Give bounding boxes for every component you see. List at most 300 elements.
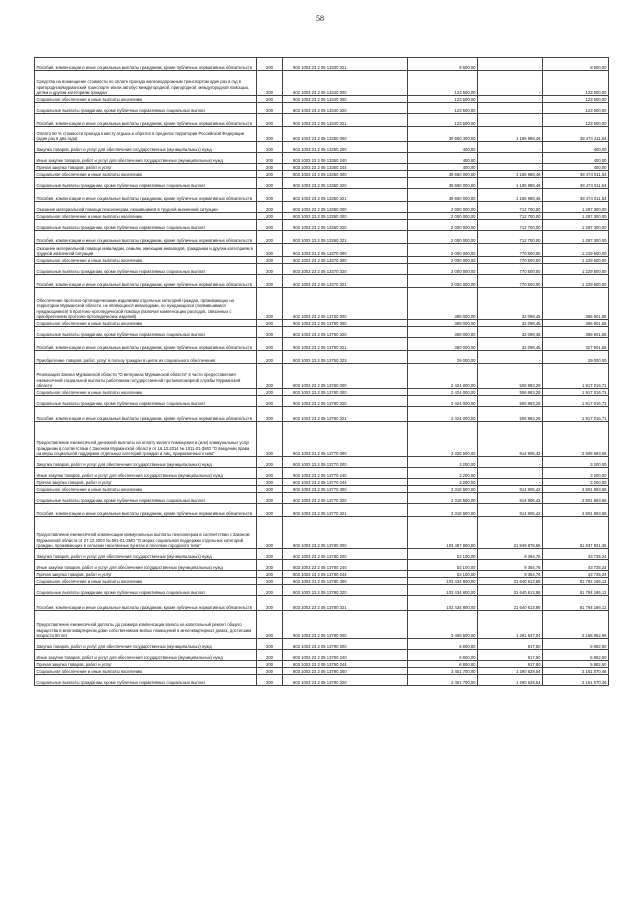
row-classification-code-cell: 803 1003 23 2 05 13770 320 (283, 493, 408, 504)
row-approved-amount-cell: 6 800,00 (408, 661, 478, 668)
row-code-cell: 200 (257, 153, 283, 164)
row-classification-code-cell: 803 1003 23 2 05 13760 000 (283, 364, 408, 389)
row-classification-code-cell: 803 1003 23 2 05 13360 321 (283, 231, 408, 244)
row-remaining-amount-cell: 123 500,00 (543, 96, 609, 103)
row-approved-amount-cell: 2 000 000,00 (408, 264, 478, 275)
row-classification-code-cell: 803 1003 23 2 05 13340 320 (283, 103, 408, 114)
row-approved-amount-cell: 389 000,00 (408, 288, 478, 320)
row-approved-amount-cell: 3 200,00 (408, 457, 478, 468)
row-executed-amount-cell: 917,50 (478, 639, 543, 650)
row-executed-amount-cell: 1 185 988,46 (478, 178, 543, 189)
row-classification-code-cell: 803 1003 23 2 05 13780 321 (283, 596, 408, 611)
row-code-cell: 200 (257, 96, 283, 103)
row-executed-amount-cell: 917,50 (478, 650, 543, 661)
table-row (35, 639, 609, 650)
row-code-cell: 200 (257, 675, 283, 686)
row-name-cell: Социальные выплаты гражданам, кроме публичных нормативных социальных выплат (35, 264, 257, 275)
row-executed-amount-cell: 32 098,45 (478, 338, 543, 351)
row-classification-code-cell: 803 1003 23 2 05 13370 320 (283, 264, 408, 275)
row-code-cell: 200 (257, 327, 283, 338)
row-name-cell: Иные закупки товаров, работ и услуг для обеспечения государственных (муниципальных) нужд (35, 560, 257, 571)
row-remaining-amount-cell: 356 901,55 (543, 320, 609, 327)
row-remaining-amount-cell: 1 287 300,00 (543, 213, 609, 220)
row-name-cell: Иные закупки товаров, работ и услуг для обеспечения государственных (муниципальных) нужд (35, 650, 257, 661)
row-code-cell: 200 (257, 178, 283, 189)
row-name-cell: Прочая закупка товаров, работ и услуг (35, 661, 257, 668)
row-code-cell: 200 (257, 142, 283, 153)
table-row (35, 327, 609, 338)
row-name-cell: Социальные выплаты гражданам, кроме публичных нормативных социальных выплат (35, 220, 257, 231)
row-approved-amount-cell: 6 800,00 (408, 639, 478, 650)
row-approved-amount-cell: 39 660 000,00 (408, 178, 478, 189)
row-code-cell: 200 (257, 517, 283, 549)
row-remaining-amount-cell: 1 287 300,00 (543, 220, 609, 231)
row-code-cell: 200 (257, 351, 283, 364)
row-classification-code-cell: 803 1003 23 2 05 13350 200 (283, 142, 408, 153)
row-approved-amount-cell: 2 424 000,00 (408, 407, 478, 422)
row-name-cell: Прочая закупка товаров, работ и услуг (35, 479, 257, 486)
row-classification-code-cell: 803 1003 23 2 05 13370 321 (283, 275, 408, 288)
row-approved-amount-cell: 39 660 000,00 (408, 171, 478, 178)
row-name-cell: Социальное обеспечение и иные выплаты населению (35, 320, 257, 327)
row-remaining-amount-cell: 38 474 011,54 (543, 171, 609, 178)
row-code-cell: 200 (257, 389, 283, 396)
row-name-cell: Средства на возмещение стоимости по оплате проезда железнодорожным транспортом один раз в год в пригородном/мурманский транспорте и/или автобус междугородной, пригородной, междугородной помощью, детям и другим категориям граждан (35, 71, 257, 96)
table-row (35, 468, 609, 479)
row-remaining-amount-cell: 2 161 070,46 (543, 675, 609, 686)
row-classification-code-cell: 803 1003 23 2 05 13350 320 (283, 178, 408, 189)
row-name-cell: Закупка товаров, работ и услуг для обеспечения государственных (муниципальных) нужд (35, 639, 257, 650)
row-name-cell: Пособия, компенсации и иные социальные выплаты гражданам, кроме публичных нормативных обязательств (35, 275, 257, 288)
row-remaining-amount-cell: 123 500,00 (543, 103, 609, 114)
row-name-cell: Пособия, компенсации и иные социальные выплаты гражданам, кроме публичных нормативных обязательств (35, 338, 257, 351)
row-remaining-amount-cell: 1 917 016,71 (543, 364, 609, 389)
table-row (35, 58, 609, 71)
row-approved-amount-cell: 400,00 (408, 142, 478, 153)
table-row (35, 611, 609, 639)
row-code-cell: 200 (257, 457, 283, 468)
row-name-cell: Приобретение товаров, работ, услуг в пользу граждан в целях их социального обеспечения (35, 351, 257, 364)
row-remaining-amount-cell: 1 229 500,00 (543, 257, 609, 264)
row-executed-amount-cell: - (478, 71, 543, 96)
row-executed-amount-cell: 814 906,42 (478, 493, 543, 504)
row-executed-amount-cell: - (478, 103, 543, 114)
row-name-cell: Социальные выплаты гражданам, кроме публичных нормативных социальных выплат (35, 327, 257, 338)
row-executed-amount-cell: 506 983,29 (478, 407, 543, 422)
row-approved-amount-cell: 39 660 400,00 (408, 127, 478, 142)
row-executed-amount-cell: 506 983,29 (478, 389, 543, 396)
row-executed-amount-cell: - (478, 114, 543, 127)
row-classification-code-cell: 803 1003 23 2 05 13780 300 (283, 578, 408, 585)
table-row (35, 114, 609, 127)
table-row (35, 585, 609, 596)
row-remaining-amount-cell: 5 882,50 (543, 639, 609, 650)
row-remaining-amount-cell: 123 500,00 (543, 114, 609, 127)
row-code-cell: 200 (257, 220, 283, 231)
row-approved-amount-cell: 3 459 500,00 (408, 611, 478, 639)
row-remaining-amount-cell: 43 735,24 (543, 549, 609, 560)
row-executed-amount-cell: - (478, 164, 543, 171)
row-executed-amount-cell: 506 983,29 (478, 364, 543, 389)
row-executed-amount-cell: 1 185 988,46 (478, 171, 543, 178)
row-code-cell: 200 (257, 468, 283, 479)
row-name-cell: Оплата 50 % стоимости проезда к месту отдыха и обратно в пределах территории Российской Федерации (один раз в два года) (35, 127, 257, 142)
table-row (35, 549, 609, 560)
row-name-cell: Предоставление ежемесячной денежной выплаты на оплату жилого помещения и (или) коммунальных услуг гражданам в соответствии с Законом Мурманской области от 16.12.2014 № 1811-01-ЗМО "О введении права на меры социальной поддержки отдельных категорий граждан и лиц, приравненных к ним" (35, 422, 257, 457)
row-code-cell: 200 (257, 560, 283, 571)
row-executed-amount-cell: 917,50 (478, 661, 543, 668)
row-remaining-amount-cell: 43 735,24 (543, 560, 609, 571)
row-executed-amount-cell: - (478, 468, 543, 479)
row-approved-amount-cell: 3 451 700,00 (408, 668, 478, 675)
row-code-cell: 200 (257, 611, 283, 639)
row-classification-code-cell: 803 1003 23 2 05 13350 321 (283, 189, 408, 202)
row-remaining-amount-cell: 400,00 (543, 164, 609, 171)
row-remaining-amount-cell: 2 161 070,46 (543, 668, 609, 675)
row-executed-amount-cell: 1 290 629,54 (478, 668, 543, 675)
row-classification-code-cell: 803 1003 23 2 05 13750 300 (283, 320, 408, 327)
table-row (35, 220, 609, 231)
row-classification-code-cell: 803 1003 23 2 05 13790 244 (283, 661, 408, 668)
table-row (35, 571, 609, 578)
row-remaining-amount-cell: 8 600,00 (543, 58, 609, 71)
row-code-cell: 200 (257, 171, 283, 178)
row-remaining-amount-cell: 356 901,55 (543, 327, 609, 338)
row-remaining-amount-cell: 81 794 186,12 (543, 578, 609, 585)
row-name-cell: Пособия, компенсации и иные социальные выплаты гражданам, кроме публичных нормативных обязательств (35, 596, 257, 611)
row-name-cell: Пособия, компенсации и иные социальные выплаты гражданам, кроме публичных нормативных обязательств (35, 58, 257, 71)
row-code-cell: 200 (257, 320, 283, 327)
row-remaining-amount-cell: 2 501 693,58 (543, 493, 609, 504)
row-code-cell: 200 (257, 479, 283, 486)
row-name-cell: Социальные выплаты гражданам, кроме публичных нормативных социальных выплат (35, 675, 257, 686)
row-approved-amount-cell: 3 318 500,00 (408, 486, 478, 493)
row-approved-amount-cell: 3 451 700,00 (408, 675, 478, 686)
row-executed-amount-cell: - (478, 153, 543, 164)
table-row (35, 596, 609, 611)
table-row (35, 288, 609, 320)
row-name-cell: Оказание материальной помощи инвалидам, семьям, имеющим инвалидов, гражданам и другим категориям в трудной жизненной ситуации (35, 244, 257, 257)
row-approved-amount-cell: 53 100,00 (408, 571, 478, 578)
row-classification-code-cell: 803 1003 23 2 05 13790 320 (283, 675, 408, 686)
row-code-cell: 200 (257, 103, 283, 114)
row-name-cell: Пособия, компенсации и иные социальные выплаты гражданам, кроме публичных нормативных обязательств (35, 189, 257, 202)
row-remaining-amount-cell: 38 474 011,54 (543, 178, 609, 189)
row-approved-amount-cell: 123 500,00 (408, 103, 478, 114)
row-executed-amount-cell: 21 640 613,88 (478, 596, 543, 611)
row-name-cell: Пособия, компенсации и иные социальные выплаты гражданам, кроме публичных нормативных обязательств (35, 114, 257, 127)
row-classification-code-cell: 803 1003 23 2 05 13780 320 (283, 585, 408, 596)
row-classification-code-cell: 803 1003 23 2 05 13790 240 (283, 650, 408, 661)
table-row (35, 275, 609, 288)
row-remaining-amount-cell: 1 229 500,00 (543, 275, 609, 288)
row-code-cell: 200 (257, 164, 283, 171)
row-executed-amount-cell: - (478, 479, 543, 486)
row-approved-amount-cell: 6 800,00 (408, 650, 478, 661)
row-executed-amount-cell: 712 700,00 (478, 231, 543, 244)
row-name-cell: Социальное обеспечение и иные выплаты населению (35, 96, 257, 103)
row-executed-amount-cell: 1 185 988,46 (478, 127, 543, 142)
row-name-cell: Социальное обеспечение и иные выплаты населению (35, 257, 257, 264)
row-classification-code-cell: 803 1003 23 2 05 13770 200 (283, 457, 408, 468)
row-name-cell: Прочая закупка товаров, работ и услуг (35, 164, 257, 171)
row-approved-amount-cell: 29 000,00 (408, 351, 478, 364)
row-executed-amount-cell: 32 098,45 (478, 327, 543, 338)
row-classification-code-cell: 803 1003 23 2 05 13350 244 (283, 164, 408, 171)
row-approved-amount-cell: 2 000 000,00 (408, 257, 478, 264)
budget-table-container (34, 57, 608, 686)
row-executed-amount-cell: - (478, 58, 543, 71)
row-name-cell: Социальное обеспечение и иные выплаты населению (35, 389, 257, 396)
row-classification-code-cell: 803 1003 23 2 05 13350 300 (283, 171, 408, 178)
row-name-cell: Социальные выплаты гражданам, кроме публичных нормативных социальных выплат (35, 178, 257, 189)
row-remaining-amount-cell: 356 901,55 (543, 288, 609, 320)
row-executed-amount-cell: - (478, 457, 543, 468)
row-code-cell: 200 (257, 650, 283, 661)
row-code-cell: 200 (257, 493, 283, 504)
row-executed-amount-cell: 770 500,00 (478, 257, 543, 264)
page-number: 58 (316, 14, 324, 23)
row-code-cell: 200 (257, 257, 283, 264)
row-name-cell: Предоставление ежемесячной доплаты до размера компенсации взноса на капитальный ремонт общего имущества в многоквартирном доме собственникам жилых помещений в многоквартирных домах, достигшим возраста 80 лет (35, 611, 257, 639)
row-classification-code-cell: 803 1003 23 2 05 13780 200 (283, 549, 408, 560)
row-approved-amount-cell: 3 200,00 (408, 468, 478, 479)
row-code-cell: 200 (257, 189, 283, 202)
table-row (35, 127, 609, 142)
row-remaining-amount-cell: 3 200,00 (543, 479, 609, 486)
row-code-cell: 200 (257, 549, 283, 560)
row-approved-amount-cell: 39 660 000,00 (408, 189, 478, 202)
table-row (35, 668, 609, 675)
table-row (35, 244, 609, 257)
row-remaining-amount-cell: 38 474 411,54 (543, 127, 609, 142)
row-code-cell: 200 (257, 338, 283, 351)
row-name-cell: Прочая закупка товаров, работ и услуг (35, 571, 257, 578)
row-remaining-amount-cell: 2 168 952,96 (543, 611, 609, 639)
row-code-cell: 200 (257, 407, 283, 422)
row-approved-amount-cell: 103 434 800,00 (408, 578, 478, 585)
row-classification-code-cell: 803 1003 23 2 05 13370 000 (283, 244, 408, 257)
row-approved-amount-cell: 3 200,00 (408, 479, 478, 486)
row-code-cell: 200 (257, 571, 283, 578)
row-name-cell: Социальное обеспечение и иные выплаты населению (35, 213, 257, 220)
row-classification-code-cell: 803 1003 23 2 05 13340 000 (283, 71, 408, 96)
row-remaining-amount-cell: 2 501 693,58 (543, 486, 609, 493)
row-approved-amount-cell: 400,00 (408, 164, 478, 171)
row-name-cell: Социальное обеспечение и иные выплаты населению (35, 578, 257, 585)
table-row (35, 257, 609, 264)
row-classification-code-cell: 803 1003 23 2 05 13360 320 (283, 220, 408, 231)
row-remaining-amount-cell: 123 500,00 (543, 71, 609, 96)
row-approved-amount-cell: 123 500,00 (408, 114, 478, 127)
row-remaining-amount-cell: 1 917 016,71 (543, 389, 609, 396)
table-row (35, 153, 609, 164)
row-remaining-amount-cell: 81 637 921,36 (543, 517, 609, 549)
row-remaining-amount-cell: 2 505 593,58 (543, 422, 609, 457)
row-code-cell: 200 (257, 114, 283, 127)
row-approved-amount-cell: 400,00 (408, 153, 478, 164)
row-approved-amount-cell: 2 424 000,00 (408, 389, 478, 396)
row-executed-amount-cell: 1 185 988,46 (478, 189, 543, 202)
row-approved-amount-cell: 103 434 800,00 (408, 585, 478, 596)
row-approved-amount-cell: 53 100,00 (408, 549, 478, 560)
table-row (35, 202, 609, 213)
row-code-cell: 200 (257, 364, 283, 389)
row-approved-amount-cell: 2 000 000,00 (408, 213, 478, 220)
row-classification-code-cell: 803 1003 23 2 05 13790 000 (283, 611, 408, 639)
row-approved-amount-cell: 53 100,00 (408, 560, 478, 571)
row-remaining-amount-cell: 43 735,24 (543, 571, 609, 578)
row-executed-amount-cell: 1 291 547,04 (478, 611, 543, 639)
row-code-cell: 200 (257, 127, 283, 142)
row-code-cell: 200 (257, 202, 283, 213)
row-remaining-amount-cell: 3 200,00 (543, 457, 609, 468)
row-code-cell: 200 (257, 578, 283, 585)
row-remaining-amount-cell: 81 794 186,12 (543, 585, 609, 596)
row-remaining-amount-cell: 1 917 016,71 (543, 407, 609, 422)
row-classification-code-cell: 803 1003 23 2 05 13360 300 (283, 213, 408, 220)
row-classification-code-cell: 803 1003 23 2 05 13760 320 (283, 396, 408, 407)
row-classification-code-cell: 803 1003 23 2 05 13750 320 (283, 327, 408, 338)
row-name-cell: Социальные выплаты гражданам, кроме публичных нормативных социальных выплат (35, 493, 257, 504)
row-classification-code-cell: 803 1003 23 2 05 13350 240 (283, 153, 408, 164)
row-code-cell: 200 (257, 486, 283, 493)
row-approved-amount-cell: 3 318 500,00 (408, 493, 478, 504)
row-remaining-amount-cell: 5 882,50 (543, 661, 609, 668)
row-approved-amount-cell: 103 434 800,00 (408, 596, 478, 611)
row-name-cell: Иные закупки товаров, работ и услуг для обеспечения государственных (муниципальных) нужд (35, 153, 257, 164)
row-remaining-amount-cell: 5 882,50 (543, 650, 609, 661)
table-row (35, 457, 609, 468)
row-remaining-amount-cell: 1 287 300,00 (543, 202, 609, 213)
row-approved-amount-cell: 2 000 000,00 (408, 202, 478, 213)
row-classification-code-cell: 803 1003 23 2 05 13790 200 (283, 639, 408, 650)
row-executed-amount-cell: 32 098,45 (478, 320, 543, 327)
table-row (35, 213, 609, 220)
row-remaining-amount-cell: 38 474 011,54 (543, 189, 609, 202)
table-row (35, 142, 609, 153)
row-classification-code-cell: 803 1003 23 2 05 13780 244 (283, 571, 408, 578)
row-code-cell: 200 (257, 661, 283, 668)
row-executed-amount-cell: 21 640 613,88 (478, 578, 543, 585)
row-approved-amount-cell: 389 000,00 (408, 320, 478, 327)
row-executed-amount-cell: 1 290 629,54 (478, 675, 543, 686)
row-executed-amount-cell: 814 906,42 (478, 422, 543, 457)
row-remaining-amount-cell: 2 501 693,58 (543, 504, 609, 517)
row-executed-amount-cell: 712 700,00 (478, 220, 543, 231)
table-row (35, 578, 609, 585)
budget-execution-table (34, 57, 609, 686)
row-classification-code-cell: 803 1003 23 2 05 13750 000 (283, 288, 408, 320)
row-approved-amount-cell: 2 000 000,00 (408, 231, 478, 244)
row-remaining-amount-cell: 29 000,00 (543, 351, 609, 364)
table-row (35, 103, 609, 114)
row-approved-amount-cell: 2 000 000,00 (408, 220, 478, 231)
row-name-cell: Социальные выплаты гражданам, кроме публичных нормативных социальных выплат (35, 103, 257, 114)
row-code-cell: 200 (257, 264, 283, 275)
row-classification-code-cell: 803 1003 23 2 05 13350 000 (283, 127, 408, 142)
row-classification-code-cell: 803 1003 23 2 05 13750 321 (283, 338, 408, 351)
table-row (35, 338, 609, 351)
table-row (35, 422, 609, 457)
table-row (35, 164, 609, 171)
row-classification-code-cell: 803 1003 23 2 05 13330 321 (283, 58, 408, 71)
row-code-cell: 200 (257, 422, 283, 457)
table-row (35, 661, 609, 668)
table-row (35, 320, 609, 327)
table-row (35, 504, 609, 517)
row-code-cell: 200 (257, 668, 283, 675)
row-approved-amount-cell: 103 487 900,00 (408, 517, 478, 549)
row-name-cell: Реализация Закона Мурманской области "О ветеранах Мурманской области" в части предоставления ежемесячной социальной выплаты работникам государственной противопожарной службы Мурманской области (35, 364, 257, 389)
row-executed-amount-cell: 770 500,00 (478, 244, 543, 257)
row-executed-amount-cell: 506 983,29 (478, 396, 543, 407)
row-name-cell: Иные закупки товаров, работ и услуг для обеспечения государственных (муниципальных) нужд (35, 468, 257, 479)
row-code-cell: 200 (257, 596, 283, 611)
row-name-cell: Социальное обеспечение и иные выплаты населению (35, 171, 257, 178)
row-classification-code-cell: 803 1003 23 2 05 13370 300 (283, 257, 408, 264)
row-classification-code-cell: 803 1003 23 2 05 13770 300 (283, 486, 408, 493)
row-classification-code-cell: 803 1003 23 2 05 13340 321 (283, 114, 408, 127)
row-classification-code-cell: 803 1003 23 2 05 13780 240 (283, 560, 408, 571)
table-row (35, 71, 609, 96)
row-remaining-amount-cell: 327 901,55 (543, 338, 609, 351)
row-remaining-amount-cell: 1 229 500,00 (543, 264, 609, 275)
table-row (35, 396, 609, 407)
row-name-cell: Закупка товаров, работ и услуг для обеспечения государственных (муниципальных) нужд (35, 142, 257, 153)
row-code-cell: 200 (257, 504, 283, 517)
row-approved-amount-cell: 123 500,00 (408, 96, 478, 103)
row-classification-code-cell: 803 1003 23 2 05 13760 300 (283, 389, 408, 396)
table-row (35, 560, 609, 571)
row-remaining-amount-cell: 81 794 186,12 (543, 596, 609, 611)
table-row (35, 517, 609, 549)
row-executed-amount-cell: 21 640 613,88 (478, 585, 543, 596)
row-name-cell: Пособия, компенсации и иные социальные выплаты гражданам, кроме публичных нормативных обязательств (35, 504, 257, 517)
row-remaining-amount-cell: 1 287 300,00 (543, 231, 609, 244)
row-approved-amount-cell: 389 000,00 (408, 327, 478, 338)
table-body (35, 58, 609, 686)
row-remaining-amount-cell: 1 229 500,00 (543, 244, 609, 257)
row-executed-amount-cell: 32 098,45 (478, 288, 543, 320)
row-name-cell: Закупка товаров, работ и услуг для обеспечения государственных (муниципальных) нужд (35, 457, 257, 468)
row-code-cell: 200 (257, 288, 283, 320)
row-classification-code-cell: 803 1003 23 2 05 13770 240 (283, 468, 408, 479)
row-approved-amount-cell: 2 424 000,00 (408, 396, 478, 407)
row-name-cell: Социальное обеспечение и иные выплаты населению (35, 668, 257, 675)
row-approved-amount-cell: 123 500,00 (408, 71, 478, 96)
row-code-cell: 200 (257, 396, 283, 407)
table-row (35, 407, 609, 422)
table-row (35, 675, 609, 686)
table-row (35, 493, 609, 504)
row-code-cell: 200 (257, 58, 283, 71)
table-row (35, 351, 609, 364)
row-name-cell: Пособия, компенсации и иные социальные выплаты гражданам, кроме публичных нормативных обязательств (35, 231, 257, 244)
table-row (35, 486, 609, 493)
row-code-cell: 200 (257, 71, 283, 96)
row-executed-amount-cell: 770 500,00 (478, 264, 543, 275)
row-executed-amount-cell: 814 906,42 (478, 504, 543, 517)
row-name-cell: Предоставление ежемесячной компенсации коммунальных выплаты пенсионерам в соответствии с Законом Мурманской области от 27.12.2004 № 581-01-ЗМО "О мерах социальной поддержки отдельных категорий граждан, проживающих в сельских населенных пунктах и поселках городского типа" (35, 517, 257, 549)
table-row (35, 231, 609, 244)
row-approved-amount-cell: 360 000,00 (408, 338, 478, 351)
table-row (35, 479, 609, 486)
row-remaining-amount-cell: 400,00 (543, 153, 609, 164)
row-executed-amount-cell: 9 364,76 (478, 560, 543, 571)
row-approved-amount-cell: 2 424 000,00 (408, 364, 478, 389)
row-remaining-amount-cell: 400,00 (543, 142, 609, 153)
